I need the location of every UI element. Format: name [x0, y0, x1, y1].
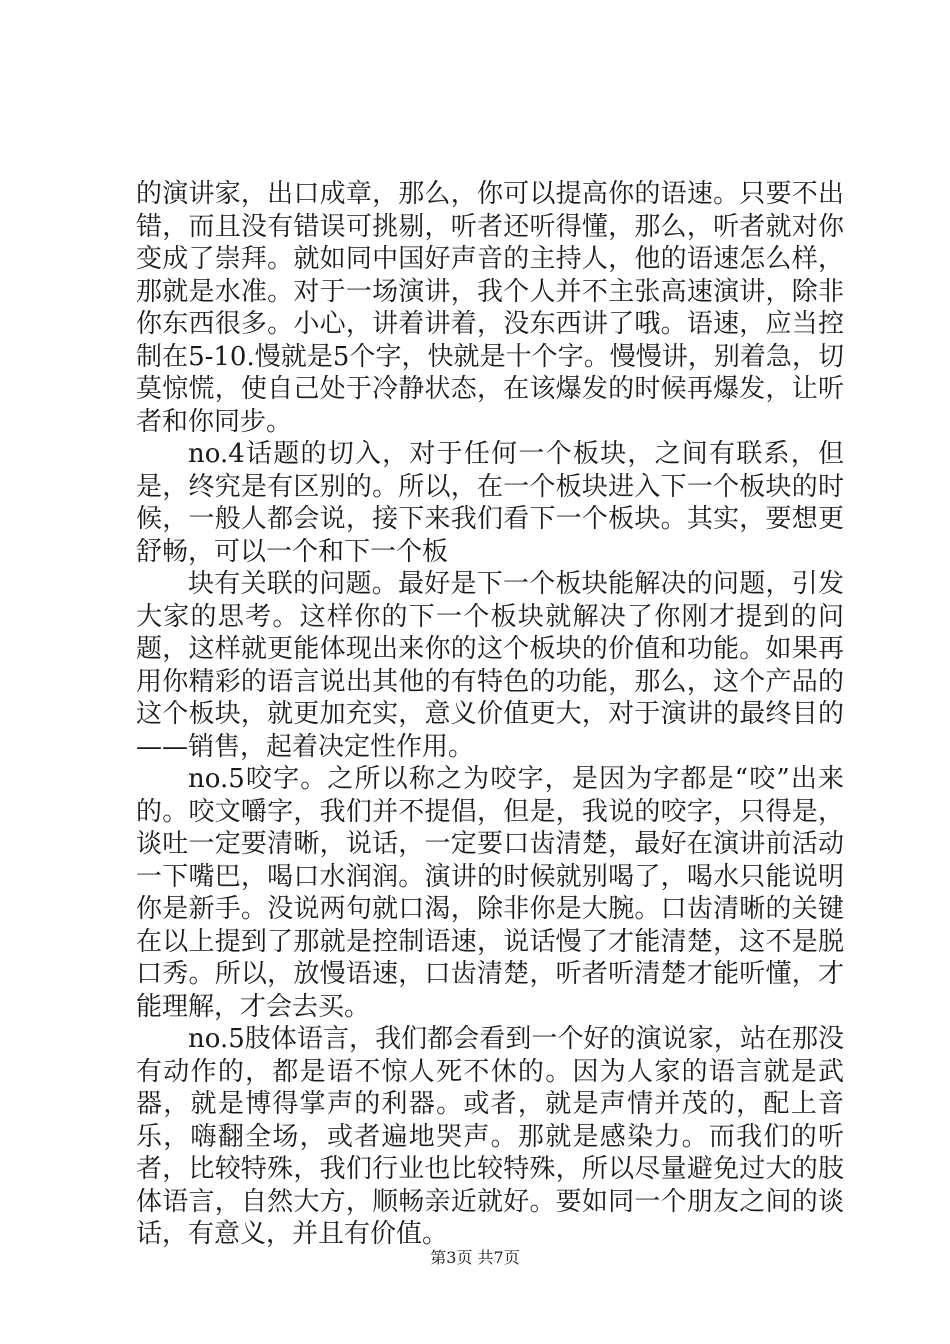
paragraph-2: no.4话题的切入，对于任何一个板块，之间有联系，但是，终究是有区别的。所以，在一个板块进入下一个板块的时候，一般人都会说，接下来我们看下一个板块。其实，要想更舒畅，可以一个和下一个板 — [136, 439, 844, 567]
body-text — [136, 178, 844, 1251]
paragraph-5: no.5肢体语言，我们都会看到一个好的演说家，站在那没有动作的，都是语不惊人死不休的。因为人家的语言就是武器，就是博得掌声的利器。或者，就是声情并茂的，配上音乐，嗨翻全场，或者遍地哭声。那就是感染力。而我们的听者，比较特殊，我们行业也比较特殊，所以尽量避免过大的肢体语言，自然大方，顺畅亲近就好。要如同一个朋友之间的谈话，有意义，并且有价值。 — [136, 1024, 844, 1249]
paragraph-3: 块有关联的问题。最好是下一个板块能解决的问题，引发大家的思考。这样你的下一个板块就解决了你刚才提到的问题，这样就更能体现出来你的这个板块的价值和功能。如果再用你精彩的语言说出其他的有特色的功能，那么，这个产品的这个板块，就更加充实，意义价值更大，对于演讲的最终目的——销售，起着决定性作用。 — [136, 569, 844, 762]
paragraph-4: no.5咬字。之所以称之为咬字，是因为字都是“咬”出来的。咬文嚼字，我们并不提倡，但是，我说的咬字，只得是，谈吐一定要清晰，说话，一定要口齿清楚，最好在演讲前活动一下嘴巴，喝口水润润。演讲的时候就别喝了，喝水只能说明你是新手。没说两句就口渴，除非你是大腕。口齿清晰的关键在以上提到了那就是控制语速，说话慢了才能清楚，这不是脱口秀。所以，放慢语速，口齿清楚，听者听清楚才能听懂，才能理解，才会去买。 — [136, 764, 844, 1022]
page-number: 第3页 共7页 — [430, 1248, 520, 1267]
paragraph-1: 的演讲家，出口成章，那么，你可以提高你的语速。只要不出错，而且没有错误可挑剔，听者还听得懂，那么，听者就对你变成了崇拜。就如同中国好声音的主持人，他的语速怎么样，那就是水准。对于一场演讲，我个人并不主张高速演讲，除非你东西很多。小心，讲着讲着，没东西讲了哦。语速，应当控制在5-10.慢就是5个字，快就是十个字。慢慢讲，别着急，切莫惊慌，使自己处于冷静状态，在该爆发的时候再爆发，让听者和你同步。 — [136, 179, 844, 437]
